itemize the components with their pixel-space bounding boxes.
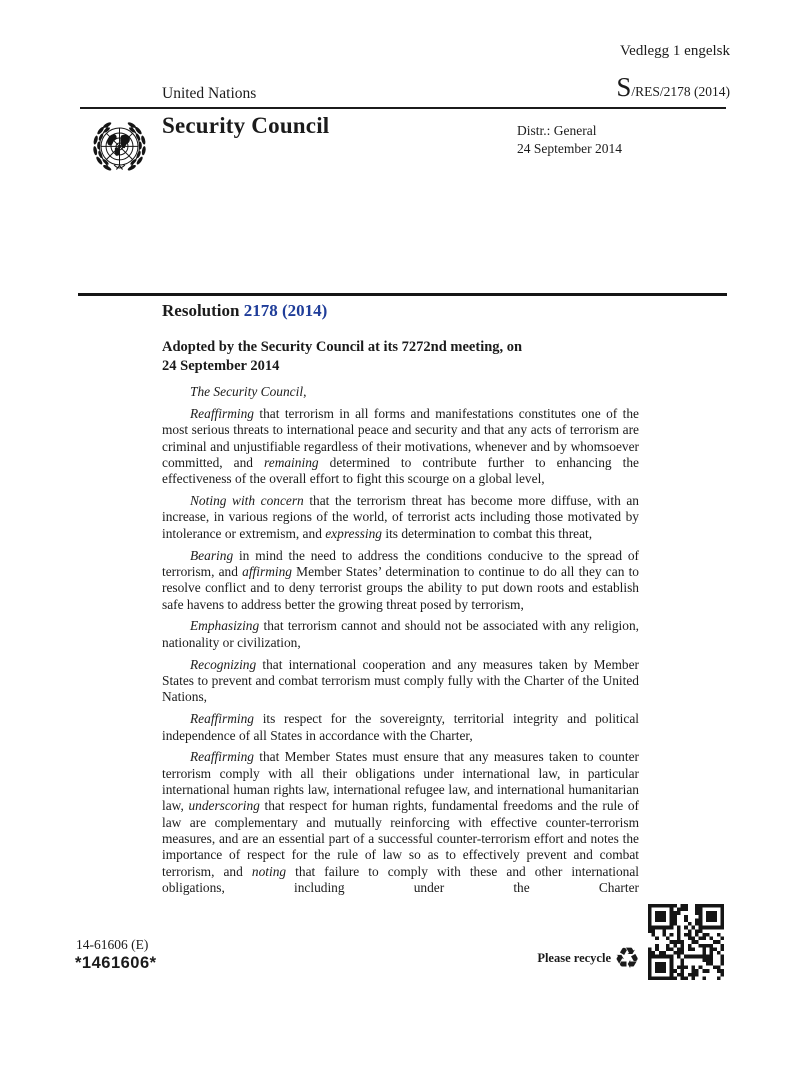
italic-text: underscoring (188, 798, 260, 814)
text: that the terrorism threat has become more diffuse, with an increase, in various regions of the world, of terrorist acts including those motivated by intolerance or extremism, and (162, 493, 639, 541)
barcode-text: *1461606* (75, 954, 157, 972)
adoption-subtitle-line2: 24 September 2014 (162, 357, 280, 374)
header-rule (80, 107, 726, 109)
italic-text: Recognizing (190, 656, 257, 672)
italic-text: Reaffirming (190, 405, 254, 421)
distribution-line: Distr.: General (517, 123, 597, 138)
resolution-number-link[interactable]: 2178 (2014) (243, 301, 328, 320)
text: Member States’ determination to continue to do all they can to resolve conflict and to deny terrorist groups the ability to put down roots and establish safe havens to address better the growing threat posed by terrorism, (162, 563, 639, 612)
body-paragraph (162, 618, 639, 651)
recycle-label: Please recycle (537, 950, 611, 965)
italic-text: Reaffirming (190, 711, 254, 727)
body-paragraph (162, 406, 639, 488)
body-paragraph (162, 493, 639, 542)
document-symbol-rest: /RES/2178 (2014) (631, 84, 730, 99)
italic-text: remaining (264, 454, 319, 470)
italic-text: affirming (242, 563, 292, 579)
org-name: United Nations (162, 85, 257, 102)
adoption-subtitle-line1: Adopted by the Security Council at its 7272nd meeting, on (162, 339, 523, 355)
italic-text: Noting with concern (190, 493, 304, 509)
un-emblem-icon (81, 111, 158, 188)
resolution-title (162, 301, 327, 321)
document-symbol (616, 72, 730, 103)
text: its respect for the sovereignty, territorial integrity and political independence of all States in accordance with the Charter, (162, 711, 639, 743)
document-symbol-initial: S (616, 72, 632, 102)
text: in mind the need to address the conditions conducive to the spread of terrorism, and (162, 547, 639, 579)
qr-code (648, 904, 724, 980)
text: that terrorism cannot and should not be associated with any religion, nationality or civilization, (162, 618, 639, 650)
distribution-date: 24 September 2014 (517, 140, 622, 156)
text: its determination to combat this threat, (382, 525, 593, 541)
text: that terrorism in all forms and manifestations constitutes one of the most serious threats to international peace and security and that any acts of terrorism are criminal and unjustifiable regardless of their motivations, whenever and by whomsoever committed, and (162, 405, 639, 470)
body-paragraph (162, 711, 639, 744)
italic-text: Reaffirming (190, 749, 254, 765)
recycle-notice (537, 941, 640, 975)
resolution-body (162, 384, 639, 902)
body-paragraph (162, 749, 639, 896)
text: that Member States must ensure that any measures taken to counter terrorism comply with all their obligations under international law, in particular international human rights law, international refugee law, and international humanitarian law, (162, 749, 639, 814)
recycle-icon: ♻ (614, 941, 640, 975)
body-paragraph (162, 548, 639, 613)
document-id: 14-61606 (E) (76, 937, 149, 952)
resolution-title-prefix: Resolution (162, 301, 244, 320)
text: , (303, 384, 307, 399)
body-paragraph (162, 384, 639, 400)
text: determined to contribute further to enhancing the effectiveness of the overall effort to fight this scourge on a global level, (162, 454, 639, 487)
italic-text: Bearing (190, 547, 234, 563)
body-paragraph (162, 657, 639, 706)
annex-note: Vedlegg 1 engelsk (620, 43, 730, 59)
italic-text: expressing (325, 525, 383, 541)
text: that respect for human rights, fundamental freedoms and the rule of law are complementary and mutually reinforcing with effective counter-terrorism measures, and are an essential part of a successful counter-terrorism effort and notes the importance of respect for the rule of law so as to effectively prevent and combat terrorism, and (162, 798, 639, 879)
title-rule (78, 293, 727, 296)
distribution-block (517, 122, 622, 157)
italic-text: noting (251, 863, 287, 879)
text: that international cooperation and any measures taken by Member States to prevent and combat terrorism must comply fully with the Charter of the United Nations, (162, 656, 639, 705)
italic-text: Emphasizing (190, 618, 260, 634)
italic-text: The Security Council (190, 384, 304, 399)
adoption-subtitle (162, 338, 522, 375)
text: that failure to comply with these and other international obligations, including under the Charter (162, 863, 639, 896)
organ-title: Security Council (162, 113, 330, 138)
